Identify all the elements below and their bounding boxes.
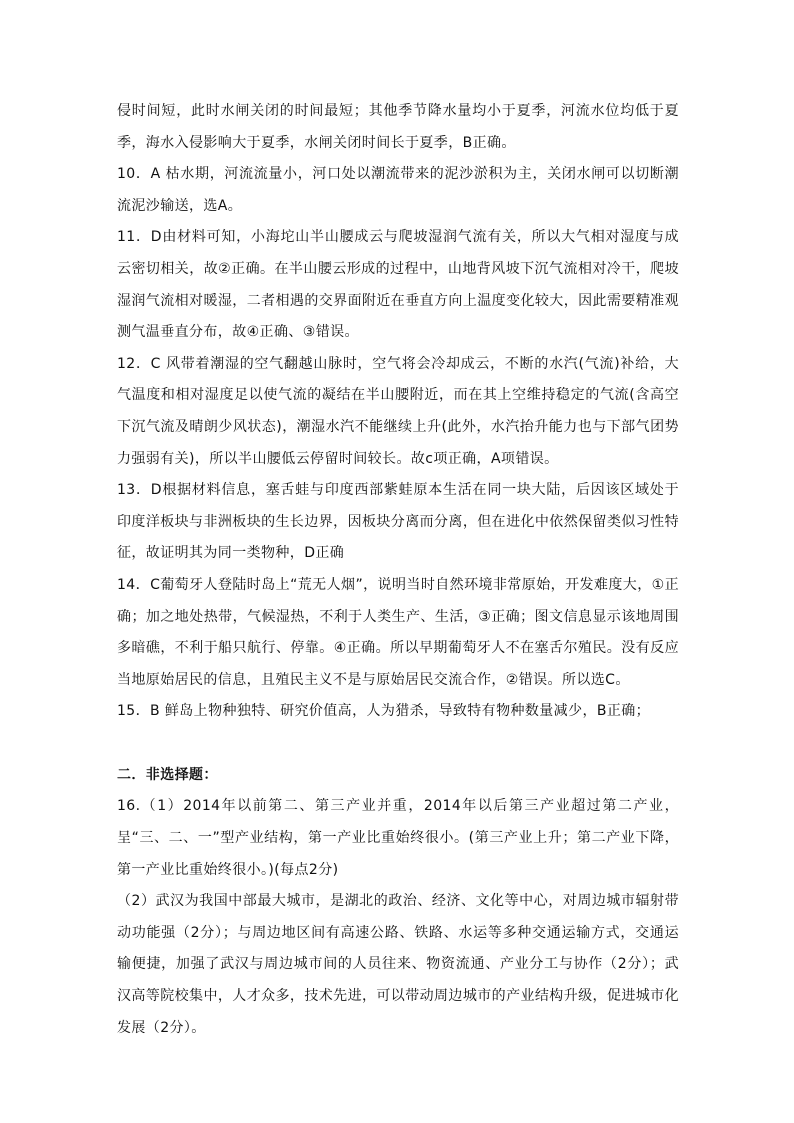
answer-12: 12．C 风带着潮湿的空气翻越山脉时，空气将会冷却成云，不断的水汽(气流)补给，大气温度和相对湿度足以使气流的凝结在半山腰附近，而在其上空维持稳定的气流(含高空下沉气流及晴朗少风状态)，潮湿水汽不能继续上升(此外，水汽抬升能力也与下部气团势力强弱有关)，所以半山腰低云停留时间较长。故c项正确，A项错误。 — [117, 355, 679, 467]
answer-14: 14．C葡萄牙人登陆时岛上“荒无人烟”，说明当时自然环境非常原始，开发难度大，①正确；加之地处热带，气候湿热，不利于人类生产、生活，③正确；图文信息显示该地周围多暗礁，不利于船只航行、停靠。④正确。所以早期葡萄牙人不在塞舌尔殖民。没有反应当地原始居民的信息，且殖民主义不是与原始居民交流合作，②错误。所以选C。 — [117, 576, 679, 688]
answer-16-part-2: （2）武汉为我国中部最大城市，是湖北的政治、经济、文化等中心，对周边城市辐射带动功能强（2分）；与周边地区间有高速公路、铁路、水运等多种交通运输方式，交通运输便捷，加强了武汉与周边城市间的人员往来、物资流通、产业分工与协作（2分）；武汉高等院校集中，人才众多，技术先进，可以带动周边城市的产业结构升级，促进城市化发展（2分）。 — [117, 893, 679, 1036]
answer-9-continuation: 侵时间短，此时水闸关闭的时间最短；其他季节降水量均小于夏季，河流水位均低于夏季，海水入侵影响大于夏季，水闸关闭时间长于夏季，B正确。 — [117, 103, 679, 151]
answer-15: 15．B 鲜岛上物种独特、研究价值高，人为猎杀，导致特有物种数量减少，B正确； — [117, 703, 651, 720]
answer-13: 13．D根据材料信息，塞舌蛙与印度西部紫蛙原本生活在同一块大陆，后因该区域处于印度洋板块与非洲板块的生长边界，因板块分离而分离，但在进化中依然保留类似习性特征，故证明其为同一类物种，D正确 — [117, 482, 679, 562]
answer-10: 10．A 枯水期，河流流量小，河口处以潮流带来的泥沙淤积为主，关闭水闸可以切断潮流泥沙输送，选A。 — [117, 166, 679, 214]
section-heading: 二．非选择题： — [117, 766, 218, 783]
answer-11: 11．D由材料可知，小海坨山半山腰成云与爬坡湿润气流有关，所以大气相对湿度与成云密切相关，故②正确。在半山腰云形成的过程中，山地背风坡下沉气流相对冷干，爬坡湿润气流相对暖湿，二者相遇的交界面附近在垂直方向上温度变化较大，因此需要精准观测气温垂直分布，故④正确、③错误。 — [117, 229, 679, 341]
answer-16-part-1: 16.（1）2014年以前第二、第三产业并重，2014年以后第三产业超过第二产业，呈“三、二、一”型产业结构，第一产业比重始终很小。(第三产业上升；第二产业下降，第一产业比重始终很小。)(每点2分) — [117, 798, 679, 878]
answer-content — [117, 96, 679, 1044]
section-gap — [117, 728, 679, 760]
